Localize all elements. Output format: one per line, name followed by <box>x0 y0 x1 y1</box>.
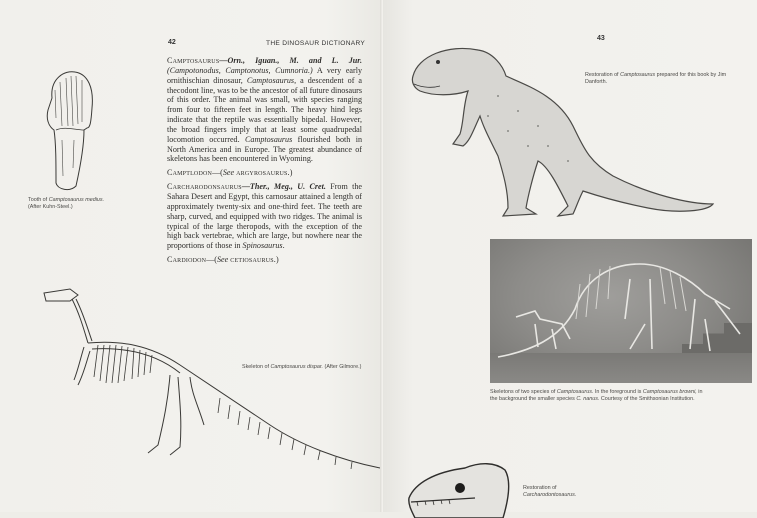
photo-caption <box>490 389 708 403</box>
caption-text: Tooth of <box>28 197 49 203</box>
caption-text: prepared for this book by Jim Danforth. <box>585 72 727 86</box>
cross-reference-link: argyrosaurus. <box>236 168 290 178</box>
entry-text: , a descendent of a thecodont line, was to be the ancestor of all future dinosaurs of this order. The animal was small, with species ranging from four to fifteen feet in length. The heavy hind legs indicate that the reptile was essentially bipedal. However, the broad fingers imply that at least some quadrupedal locomotion occurred. <box>167 75 362 144</box>
caption-text: Restoration of <box>523 485 557 491</box>
entry-italic: Spinosaurus <box>242 241 283 251</box>
caption-italic: Carcharodontosaurus. <box>523 492 577 499</box>
caption-text: (After Gilmore.) <box>324 364 362 370</box>
caption-italic: Camptosaurus. <box>556 389 594 395</box>
camptosaurus-illustration <box>408 36 718 221</box>
entry-italic: Camptosaurus <box>245 134 293 144</box>
entry-headword: Camptosaurus <box>167 56 220 65</box>
entry-classification: —Orn., Iguan., M. and L. Jur. <box>219 56 362 65</box>
page-number-right: 43 <box>597 35 605 42</box>
entry-camptlodon <box>167 168 362 178</box>
entry-text: ) <box>276 255 279 265</box>
caption-text: Courtesy of the Smithsonian Institution. <box>599 396 695 403</box>
caption-italic: Camptosaurus medius. <box>48 197 105 203</box>
mounted-skeletons <box>490 239 752 383</box>
caption-text: Skeletons of two species of <box>490 389 557 395</box>
caption-text: in the background the smaller species <box>490 389 703 403</box>
entry-see: See <box>217 255 229 265</box>
skeleton-caption <box>242 364 367 371</box>
entry-headword: Carcharodonsaurus <box>167 182 242 192</box>
entry-text: . <box>282 241 285 251</box>
entry-cardiodon <box>167 255 362 265</box>
entry-italic: Camptosaurus <box>246 75 295 85</box>
carcharodon-caption <box>523 485 613 499</box>
entry-text: —( <box>212 168 223 178</box>
caption-italic: Camptosaurus <box>620 72 656 78</box>
entry-headword: Camptlodon <box>167 168 213 178</box>
entry-text: —( <box>206 255 217 265</box>
entry-camptosaurus <box>167 56 362 164</box>
caption-text: Skeleton of <box>242 364 271 370</box>
caption-text: In the foreground is <box>593 389 643 395</box>
entry-synonyms: (Campotonodus, Camptonotus, Cumnoria.) <box>167 65 313 75</box>
entry-text: ) <box>289 168 293 178</box>
entry-carcharodonsaurus <box>167 182 362 251</box>
entry-see: See <box>222 168 235 178</box>
caption-italic: Camptosaurus dispar. <box>270 364 324 370</box>
entry-text: From the Sahara Desert and Egypt, this carnosaur attained a length of approximately twenty-six and one-third feet. The teeth are sharp, curved, and equipped with two ridges. The animal is typical of the large theropods, with the exception of the high back vertebrae, which are large, but nowhere near the proportions of those in <box>167 182 362 251</box>
running-head: THE DINOSAUR DICTIONARY <box>266 40 366 47</box>
caption-text: (After Kuhn-Steel.) <box>28 204 73 211</box>
entry-headword: Cardiodon <box>167 255 207 265</box>
mounted-skeletons-photo <box>490 239 752 383</box>
dictionary-entries <box>167 56 362 269</box>
entry-classification: —Ther., Meg., U. Cret. <box>241 182 326 192</box>
caption-italic: C. nanus. <box>576 396 600 403</box>
tooth-caption <box>28 197 148 211</box>
entry-text: flourished both in North America and in Europe. The greatest abundance of skeletons has been encountered in Wyoming. <box>167 134 363 164</box>
cross-reference-link: cetiosaurus. <box>230 255 277 265</box>
caption-text: Restoration of <box>585 72 621 78</box>
tooth-drawing-figure <box>40 68 100 193</box>
page-number-left: 42 <box>168 39 176 46</box>
caption-italic: Camptosaurus browni, <box>642 389 697 395</box>
skeleton-drawing-figure <box>40 285 385 475</box>
restoration-caption <box>585 72 745 86</box>
carcharodontosaurus-head-illustration <box>405 458 515 518</box>
entry-text: A very early ornithischian dinosaur, <box>167 65 362 85</box>
